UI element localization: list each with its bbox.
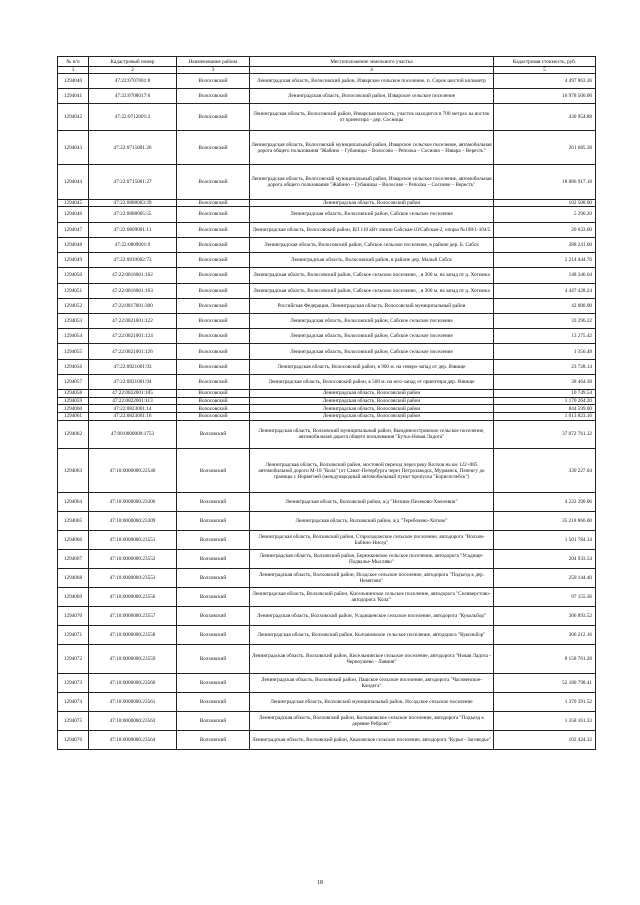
cost-cell: 102 424.32 xyxy=(494,731,596,750)
cost-cell: 2 214 444.76 xyxy=(494,253,596,268)
cadastral-number-cell: 47:00:0000000:1753 xyxy=(89,420,177,449)
location-cell: Ленинградская область, Волосовский район, Сабское сельское поселение xyxy=(250,329,494,344)
cadastral-number-cell: 47:10:0000000:23563 xyxy=(89,712,177,731)
row-number: 1294048 xyxy=(58,237,89,252)
district-cell: Волховский xyxy=(177,493,250,512)
cadastral-number-cell: 47:22:0823001:16 xyxy=(89,412,177,420)
cadastral-number-cell: 47:22:0821001:122 xyxy=(89,313,177,328)
cadastral-number-cell: 47:22:0816001:163 xyxy=(89,283,177,298)
location-cell: Ленинградская область, Волосовский район, в районе дер. Малый Сабск xyxy=(250,253,494,268)
district-cell: Волховский xyxy=(177,531,250,550)
location-cell: Ленинградская область, Волосовский район xyxy=(250,412,494,420)
cadastral-number-cell: 47:22:0809001:11 xyxy=(89,222,177,237)
location-cell: Ленинградская область, Волосовский район xyxy=(250,397,494,405)
district-cell: Волховский xyxy=(177,607,250,626)
cost-cell: 20 633.60 xyxy=(494,222,596,237)
cost-cell: 38 464.38 xyxy=(494,374,596,389)
location-cell: Ленинградская область, Волосовский район xyxy=(250,199,494,207)
row-number: 1294054 xyxy=(58,329,89,344)
table-row xyxy=(58,298,596,313)
cost-cell: 16 978 500.00 xyxy=(494,89,596,104)
table-row xyxy=(58,329,596,344)
district-cell: Волосовский xyxy=(177,313,250,328)
cost-cell: 35 218 866.00 xyxy=(494,512,596,531)
location-cell: Ленинградская область, Волосовский район, Сабское сельское поселение, , в 300 м. на запад от д. Хотнежа xyxy=(250,283,494,298)
row-number: 1294068 xyxy=(58,569,89,588)
cadastral-number-cell: 47:10:0000000:23552 xyxy=(89,550,177,569)
district-cell: Волховский xyxy=(177,693,250,712)
row-number: 1294055 xyxy=(58,344,89,359)
cost-cell: 23 728.14 xyxy=(494,359,596,374)
row-number: 1294052 xyxy=(58,298,89,313)
column-index: 4 xyxy=(250,67,494,74)
column-index: 1 xyxy=(58,67,89,74)
row-number: 1294071 xyxy=(58,626,89,645)
district-cell: Волосовский xyxy=(177,74,250,89)
location-cell: Ленинградская область, Волховский район, а/д "Низино-Пелеково-Хмелевик" xyxy=(250,493,494,512)
table-row xyxy=(58,283,596,298)
header-district: Наименование района xyxy=(177,57,250,67)
location-cell: Ленинградская область, Волховский район, Староладожское сельское поселение, автодорога "Волхов-Бабино-Нисед" xyxy=(250,531,494,550)
cadastral-number-cell: 47:22:0809001:9 xyxy=(89,237,177,252)
location-cell: Ленинградская область, Волосовский район, Сабское сельское поселение xyxy=(250,344,494,359)
cost-cell: 4 447 428.24 xyxy=(494,283,596,298)
cost-cell: 1 370 391.52 xyxy=(494,693,596,712)
location-cell: Ленинградская область, Волосовский район, Сабское сельское поселение xyxy=(250,313,494,328)
cadastral-number-cell: 47:22:0822001:113 xyxy=(89,397,177,405)
district-cell: Волосовский xyxy=(177,298,250,313)
location-cell: Ленинградская область, Волховский район, Хваловское сельское поселение, автодорога "Курья - Заговодье" xyxy=(250,731,494,750)
cost-cell: 5 296.20 xyxy=(494,207,596,222)
document-page xyxy=(57,56,595,750)
cadastral-number-cell: 47:22:0707001:8 xyxy=(89,74,177,89)
row-number: 1294044 xyxy=(58,165,89,199)
row-number: 1294051 xyxy=(58,283,89,298)
location-cell: Ленинградская область, Волховский район, Кисельнинское сельское поселение, автодорога "Селиверстово-автодорога 'Кола'" xyxy=(250,588,494,607)
district-cell: Волховский xyxy=(177,712,250,731)
cadastral-number-cell: 47:10:0000000:23558 xyxy=(89,626,177,645)
table-row xyxy=(58,693,596,712)
district-cell: Волховский xyxy=(177,449,250,493)
row-number: 1294059 xyxy=(58,397,89,405)
table-row xyxy=(58,397,596,405)
table-row xyxy=(58,359,596,374)
table-header-row xyxy=(58,57,596,67)
cost-cell: 1 358 161.33 xyxy=(494,712,596,731)
district-cell: Волховский xyxy=(177,550,250,569)
cost-cell: 33 296.22 xyxy=(494,313,596,328)
row-number: 1294041 xyxy=(58,89,89,104)
page-number: 18 xyxy=(317,880,323,886)
district-cell: Волховский xyxy=(177,512,250,531)
location-cell: Ленинградская область, Волховский район, а/д "Теребочево-Хотово" xyxy=(250,512,494,531)
table-row xyxy=(58,268,596,283)
location-cell: Ленинградская область, Волховский район, Колчановское сельское поселение, автодорога "Кукольбор" xyxy=(250,626,494,645)
table-body xyxy=(58,74,596,750)
table-row xyxy=(58,207,596,222)
row-number: 1294043 xyxy=(58,131,89,165)
row-number: 1294063 xyxy=(58,449,89,493)
district-cell: Волховский xyxy=(177,626,250,645)
row-number: 1294069 xyxy=(58,588,89,607)
district-cell: Волосовский xyxy=(177,237,250,252)
row-number: 1294056 xyxy=(58,359,89,374)
cadastral-number-cell: 47:22:0808005:55 xyxy=(89,207,177,222)
cost-cell: 250 144.40 xyxy=(494,569,596,588)
cost-cell: 102 508.00 xyxy=(494,199,596,207)
table-row xyxy=(58,550,596,569)
location-cell: Ленинградская область, Волосовский муниципальный район, Изварское сельское поселение, автомобильная дорога общего пользования "Жабино – Губаницы – Волосово – Реполка – Сосново – Извара – Вересть" xyxy=(250,131,494,165)
row-number: 1294065 xyxy=(58,512,89,531)
location-cell: Ленинградская область, Волховский район, Исадское сельское поселение, автодорога "Подъезд к дер. Немятово" xyxy=(250,569,494,588)
header-cost: Кадастровая стоимость, руб. xyxy=(494,57,596,67)
table-row xyxy=(58,313,596,328)
cost-cell: 97 155.36 xyxy=(494,588,596,607)
district-cell: Волосовский xyxy=(177,283,250,298)
location-cell: Ленинградская область, Волосовский район, Сабское сельское поселение xyxy=(250,207,494,222)
cadastral-number-cell: 47:10:0000000:23557 xyxy=(89,607,177,626)
location-cell: Ленинградская область, Волосовский район, ВЛ 110 кВт линии Сабская-10/Сабская-2, опоры №108/1-104/5 xyxy=(250,222,494,237)
row-number: 1294076 xyxy=(58,731,89,750)
cadastral-number-cell: 47:10:0000000:23306 xyxy=(89,493,177,512)
district-cell: Волховский xyxy=(177,420,250,449)
district-cell: Волосовский xyxy=(177,199,250,207)
column-index: 5 xyxy=(494,67,596,74)
location-cell: Ленинградская область, Волховский муниципальный район, Вындиноостровское сельское поселение, автомобильная дорога общего пользования "Бутьо-Новая Ладога" xyxy=(250,420,494,449)
cost-cell: 1 170 264.20 xyxy=(494,397,596,405)
table-row xyxy=(58,626,596,645)
row-number: 1294067 xyxy=(58,550,89,569)
cadastral-number-cell: 47:10:0000000:22540 xyxy=(89,449,177,493)
table-row xyxy=(58,588,596,607)
column-index: 2 xyxy=(89,67,177,74)
row-number: 1294072 xyxy=(58,645,89,674)
district-cell: Волосовский xyxy=(177,165,250,199)
cadastral-number-cell: 47:10:0000000:23551 xyxy=(89,531,177,550)
row-number: 1294073 xyxy=(58,673,89,692)
location-cell: Ленинградская область, Волосовский район, Изварская волость, участок находится в 700 метрах на восток от ориентира - дер. Сосницы xyxy=(250,104,494,131)
cost-cell: 148 346.64 xyxy=(494,268,596,283)
table-row xyxy=(58,512,596,531)
location-cell: Ленинградская область, Волховский район, Кисельнинское сельское поселение, автодорога "Новая Ладога - Черноушево - Лавния" xyxy=(250,645,494,674)
row-number: 1294057 xyxy=(58,374,89,389)
row-number: 1294075 xyxy=(58,712,89,731)
cost-cell: 1 356.48 xyxy=(494,344,596,359)
location-cell: Ленинградская область, Волосовский район, Сабское сельское поселение, в районе дер. Б. Сабск xyxy=(250,237,494,252)
table-row xyxy=(58,607,596,626)
table-row xyxy=(58,199,596,207)
district-cell: Волосовский xyxy=(177,222,250,237)
row-number: 1294064 xyxy=(58,493,89,512)
cadastral-number-cell: 47:22:0708017:6 xyxy=(89,89,177,104)
table-row xyxy=(58,253,596,268)
table-row xyxy=(58,569,596,588)
table-row xyxy=(58,74,596,89)
district-cell: Волосовский xyxy=(177,412,250,420)
district-cell: Волосовский xyxy=(177,207,250,222)
table-row xyxy=(58,237,596,252)
cadastral-number-cell: 47:22:0810002:73 xyxy=(89,253,177,268)
cost-cell: 4 497 863.36 xyxy=(494,74,596,89)
table-row xyxy=(58,89,596,104)
cadastral-number-cell: 47:10:0000000:23561 xyxy=(89,693,177,712)
table-row xyxy=(58,165,596,199)
row-number: 1294050 xyxy=(58,268,89,283)
location-cell: Ленинградская область, Волховский район, Пашское сельское поселение, автодорога "Часовенское-Кондега" xyxy=(250,673,494,692)
district-cell: Волосовский xyxy=(177,104,250,131)
row-number: 1294074 xyxy=(58,693,89,712)
cost-cell: 13 275.42 xyxy=(494,329,596,344)
row-number: 1294053 xyxy=(58,313,89,328)
cost-cell: 330 227.04 xyxy=(494,449,596,493)
location-cell: Ленинградская область, Волховский район, мостовой переход через реку Волхов на км 122+085 автомобильной дороги М-18 "Кола" (от Санкт-Петербурга через Петрозаводск, Мурманск, Печенгу до границы с Норвегией (международный автомобильный пункт пропуска "Борисоглебск") xyxy=(250,449,494,493)
location-cell: Ленинградская область, Волосовский район, в 500 м. на юго-запад от ориентира дер. Язвище xyxy=(250,374,494,389)
cadastral-number-cell: 47:22:0817001:300 xyxy=(89,298,177,313)
row-number: 1294047 xyxy=(58,222,89,237)
column-index: 3 xyxy=(177,67,250,74)
cadastral-number-cell: 47:10:0000000:23560 xyxy=(89,673,177,692)
cost-cell: 10 749.54 xyxy=(494,390,596,398)
cost-cell: 42 000.00 xyxy=(494,298,596,313)
district-cell: Волосовский xyxy=(177,374,250,389)
location-cell: Ленинградская область, Волховский район, Усадищенское сельское поселение, автодорога "Кукольбор" xyxy=(250,607,494,626)
cadastral-value-table xyxy=(57,56,596,750)
district-cell: Волховский xyxy=(177,569,250,588)
cost-cell: 1 013 823.16 xyxy=(494,412,596,420)
header-location: Местоположение земельного участка xyxy=(250,57,494,67)
row-number: 1294045 xyxy=(58,199,89,207)
district-cell: Волосовский xyxy=(177,268,250,283)
cadastral-number-cell: 47:22:0821001:94 xyxy=(89,374,177,389)
table-row xyxy=(58,390,596,398)
cost-cell: 430 954.88 xyxy=(494,104,596,131)
table-row xyxy=(58,104,596,131)
column-index-row xyxy=(58,67,596,74)
cadastral-number-cell: 47:22:0821001:126 xyxy=(89,344,177,359)
location-cell: Российская Федерация, Ленинградская область, Волосовский муниципальный район xyxy=(250,298,494,313)
table-row xyxy=(58,420,596,449)
location-cell: Ленинградская область, Волховский район, Бережковское сельское поселение, автодорога "Усадище-Подвалье-Мысляво" xyxy=(250,550,494,569)
cadastral-number-cell: 47:10:0000000:23553 xyxy=(89,569,177,588)
cost-cell: 844 599.00 xyxy=(494,405,596,413)
table-row xyxy=(58,449,596,493)
cadastral-number-cell: 47:10:0000000:23559 xyxy=(89,645,177,674)
table-row xyxy=(58,712,596,731)
location-cell: Ленинградская область, Волосовский район, Изварское сельское поселение xyxy=(250,89,494,104)
cost-cell: 204 933.54 xyxy=(494,550,596,569)
cost-cell: 52 180 798.41 xyxy=(494,673,596,692)
table-row xyxy=(58,673,596,692)
table-row xyxy=(58,344,596,359)
location-cell: Ленинградская область, Волосовский район xyxy=(250,390,494,398)
cadastral-number-cell: 47:22:0821001:124 xyxy=(89,329,177,344)
cost-cell: 8 158 761.28 xyxy=(494,645,596,674)
cadastral-number-cell: 47:10:0000000:23556 xyxy=(89,588,177,607)
table-row xyxy=(58,405,596,413)
cost-cell: 306 212.16 xyxy=(494,626,596,645)
cost-cell: 306 893.52 xyxy=(494,607,596,626)
location-cell: Ленинградская область, Волховский муниципальный район, Иссадское сельское поселение xyxy=(250,693,494,712)
cadastral-number-cell: 47:22:0808003:39 xyxy=(89,199,177,207)
row-number: 1294049 xyxy=(58,253,89,268)
cadastral-number-cell: 47:22:0816001:162 xyxy=(89,268,177,283)
district-cell: Волховский xyxy=(177,645,250,674)
cadastral-number-cell: 47:22:0712001:2 xyxy=(89,104,177,131)
table-row xyxy=(58,531,596,550)
cadastral-number-cell: 47:22:0715001:26 xyxy=(89,131,177,165)
table-row xyxy=(58,222,596,237)
location-cell: Ленинградская область, Волосовский район, в 900 м. на северо-запад от дер. Язвище xyxy=(250,359,494,374)
cost-cell: 18 886 917.18 xyxy=(494,165,596,199)
district-cell: Волосовский xyxy=(177,397,250,405)
district-cell: Волосовский xyxy=(177,89,250,104)
cadastral-number-cell: 47:10:0000000:23309 xyxy=(89,512,177,531)
table-row xyxy=(58,374,596,389)
cost-cell: 1 501 784.34 xyxy=(494,531,596,550)
row-number: 1294061 xyxy=(58,412,89,420)
row-number: 1294066 xyxy=(58,531,89,550)
district-cell: Волховский xyxy=(177,673,250,692)
header-cadastral-number: Кадастровый номер xyxy=(89,57,177,67)
row-number: 1294060 xyxy=(58,405,89,413)
location-cell: Ленинградская область, Волосовский район xyxy=(250,405,494,413)
district-cell: Волосовский xyxy=(177,329,250,344)
district-cell: Волосовский xyxy=(177,253,250,268)
row-number: 1294070 xyxy=(58,607,89,626)
location-cell: Ленинградская область, Волховский район, Колчановское сельское поселение, автодорога "Подъезд к деревне Реброво" xyxy=(250,712,494,731)
table-row xyxy=(58,493,596,512)
location-cell: Ленинградская область, Волосовский район, Сабское сельское поселение, , в 300 м. на запад от д. Хотнежа xyxy=(250,268,494,283)
row-number: 1294062 xyxy=(58,420,89,449)
district-cell: Волховский xyxy=(177,588,250,607)
district-cell: Волосовский xyxy=(177,359,250,374)
row-number: 1294042 xyxy=(58,104,89,131)
district-cell: Волосовский xyxy=(177,405,250,413)
cadastral-number-cell: 47:22:0822001:105 xyxy=(89,390,177,398)
row-number: 1294040 xyxy=(58,74,89,89)
cadastral-number-cell: 47:22:0823001:14 xyxy=(89,405,177,413)
row-number: 1294046 xyxy=(58,207,89,222)
header-num: № п/п xyxy=(58,57,89,67)
table-row xyxy=(58,731,596,750)
cadastral-number-cell: 47:10:0000000:23564 xyxy=(89,731,177,750)
cost-cell: 4 222 290.06 xyxy=(494,493,596,512)
district-cell: Волосовский xyxy=(177,131,250,165)
table-row xyxy=(58,412,596,420)
cost-cell: 37 072 761.32 xyxy=(494,420,596,449)
district-cell: Волосовский xyxy=(177,390,250,398)
table-row xyxy=(58,645,596,674)
cadastral-number-cell: 47:22:0821001:93 xyxy=(89,359,177,374)
cost-cell: 388 241.60 xyxy=(494,237,596,252)
cost-cell: 261 685.38 xyxy=(494,131,596,165)
table-row xyxy=(58,131,596,165)
district-cell: Волховский xyxy=(177,731,250,750)
location-cell: Ленинградская область, Волосовский район, Изварское сельское поселение, п. Сорок шестой километр xyxy=(250,74,494,89)
location-cell: Ленинградская область, Волосовский муниципальный район, Изварское сельское поселение, автомобильная дорога общего пользования "Жабино – Губаницы – Волосово – Реполка – Сосново – Вересть" xyxy=(250,165,494,199)
cadastral-number-cell: 47:22:0715001:27 xyxy=(89,165,177,199)
district-cell: Волосовский xyxy=(177,344,250,359)
row-number: 1294058 xyxy=(58,390,89,398)
